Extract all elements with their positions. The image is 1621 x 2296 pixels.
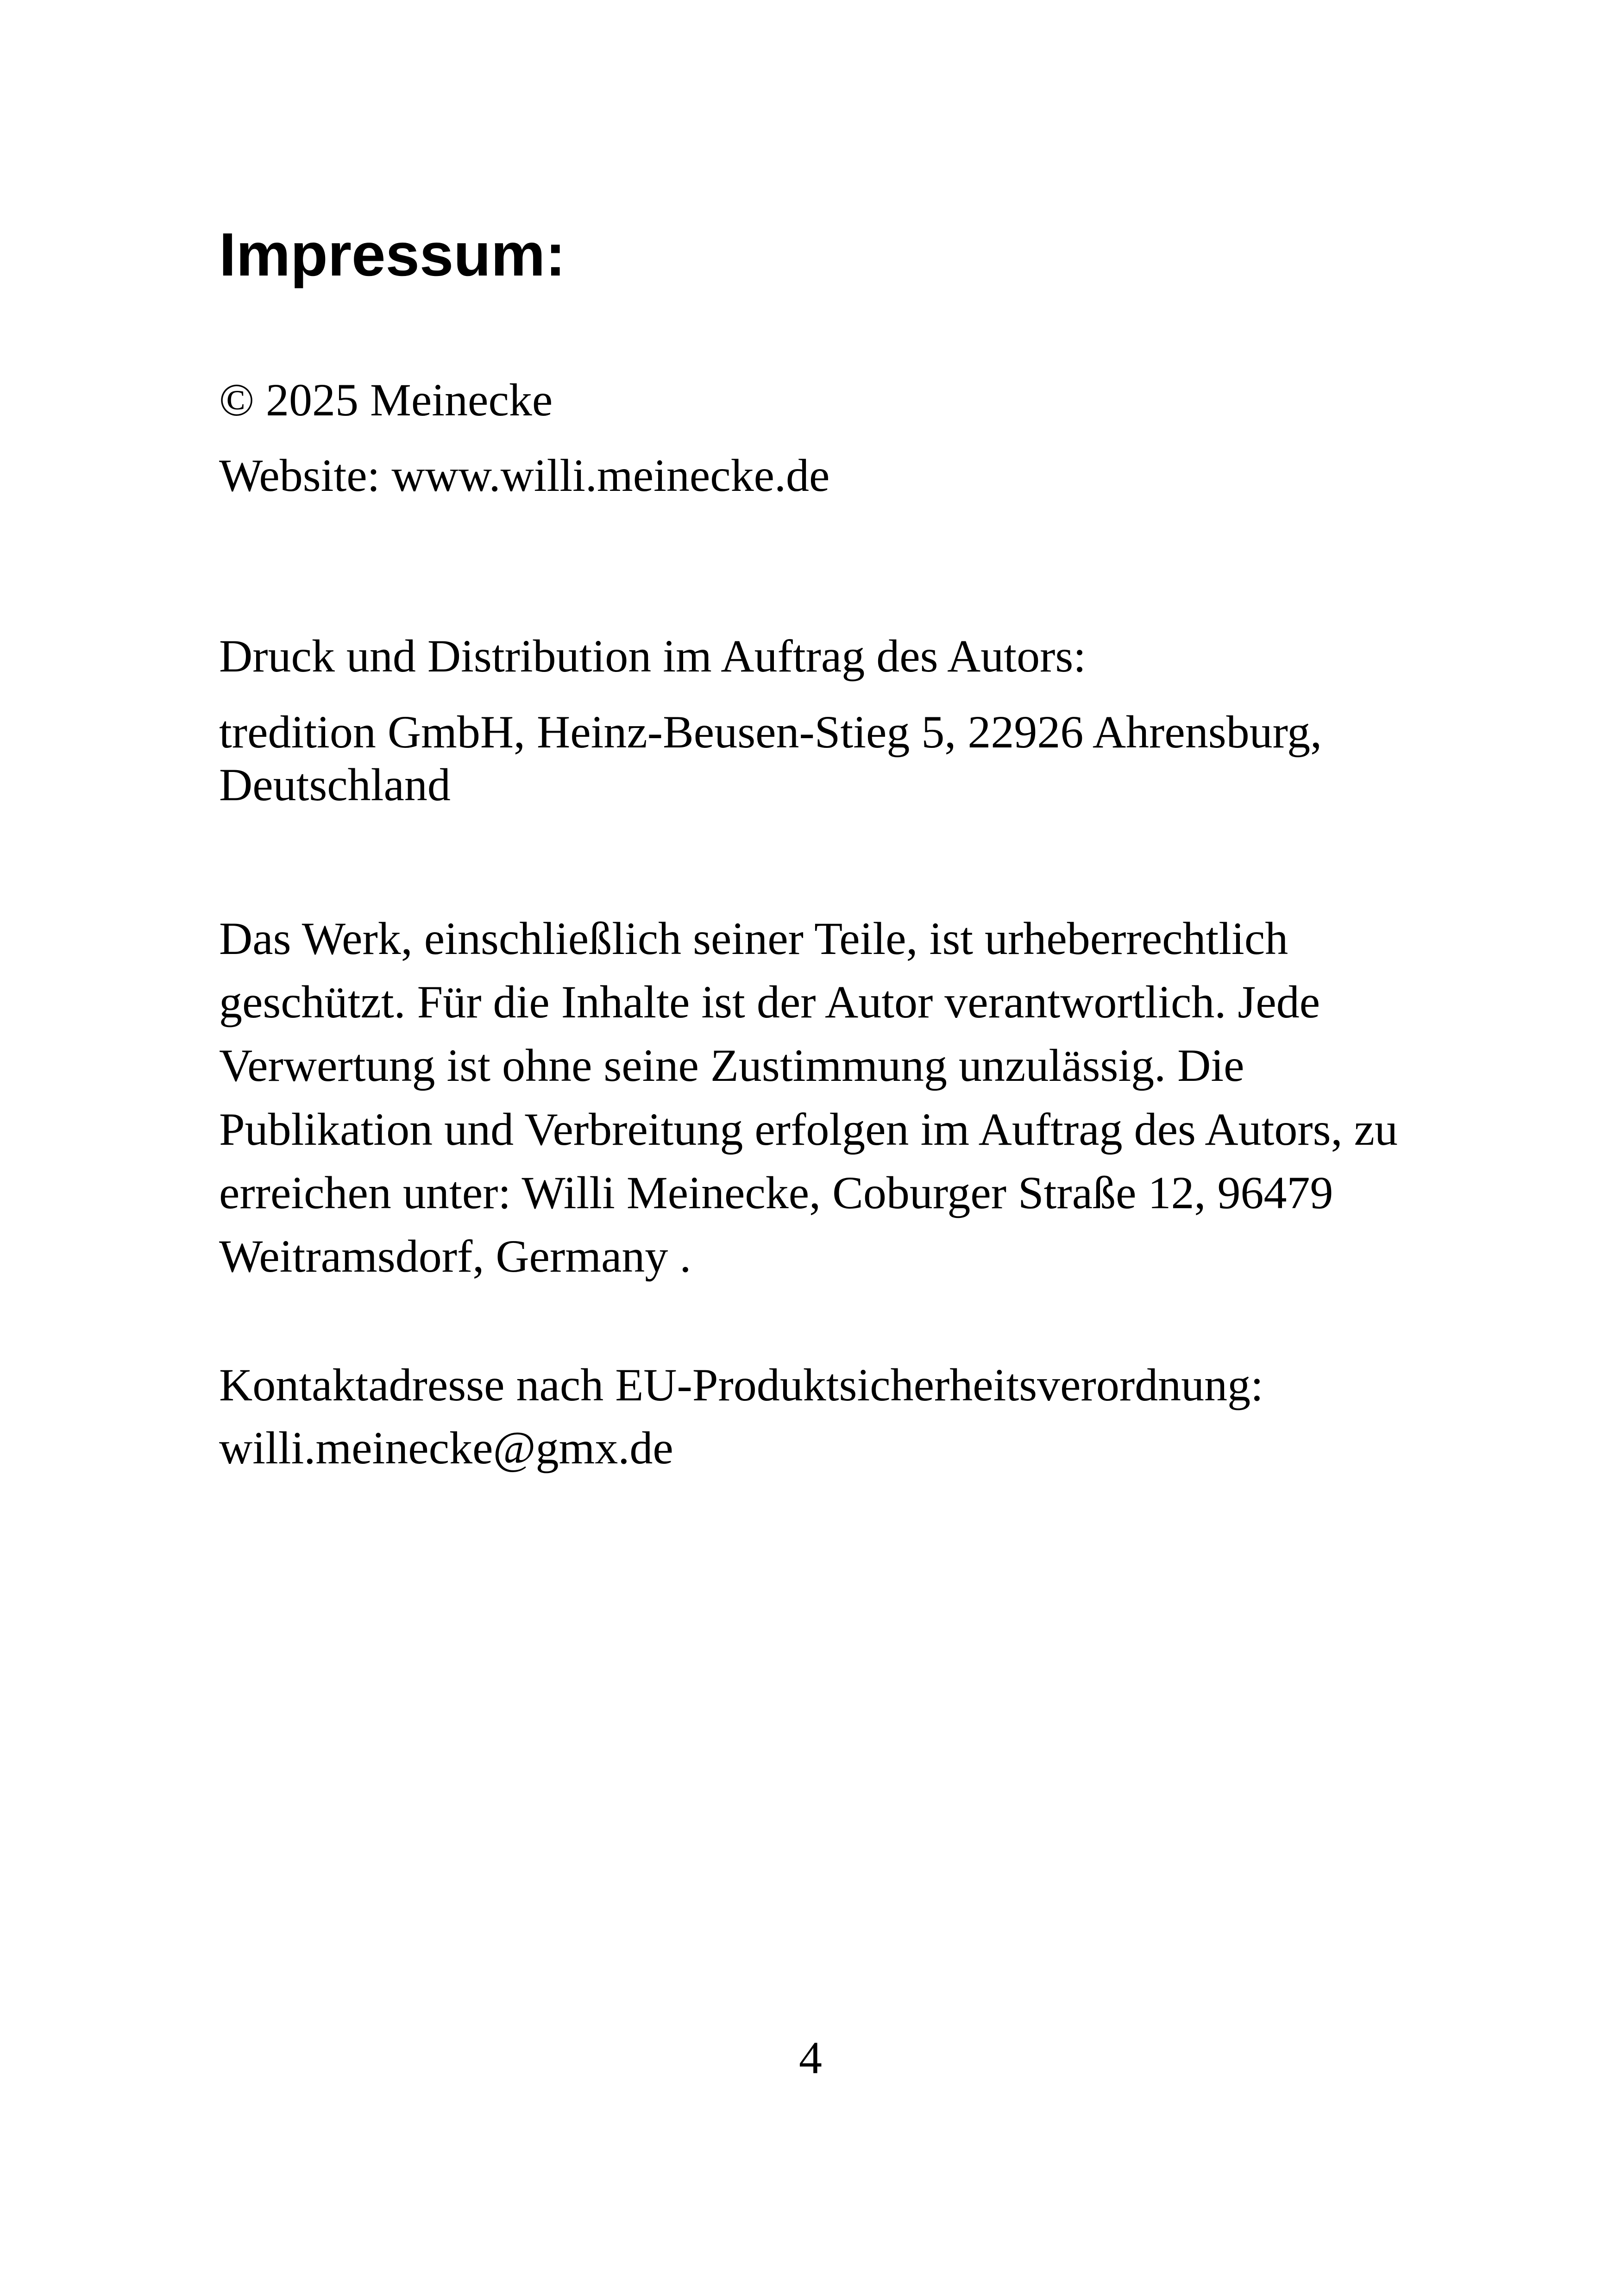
rights-line-2: geschützt. Für die Inhalte ist der Autor verantwortlich. Jede (219, 976, 1320, 1028)
copyright-line: © 2025 Meinecke (219, 374, 553, 426)
print-distribution-label: Druck und Distribution im Auftrag des Autors: (219, 630, 1087, 682)
website-line: Website: www.willi.meinecke.de (219, 450, 830, 501)
rights-line-1: Das Werk, einschließlich seiner Teile, ist urheberrechtlich (219, 913, 1288, 964)
rights-line-5: erreichen unter: Willi Meinecke, Coburger Straße 12, 96479 (219, 1167, 1333, 1218)
rights-line-6: Weitramsdorf, Germany . (219, 1230, 691, 1282)
contact-email: willi.meinecke@gmx.de (219, 1422, 673, 1474)
rights-line-3: Verwertung ist ohne seine Zustimmung unzulässig. Die (219, 1040, 1244, 1091)
page-number: 4 (799, 2032, 822, 2083)
printer-address-line-2: Deutschland (219, 759, 451, 810)
contact-label: Kontaktadresse nach EU-Produktsicherheitsverordnung: (219, 1359, 1263, 1411)
printer-address-line-1: tredition GmbH, Heinz-Beusen-Stieg 5, 22926 Ahrensburg, (219, 706, 1322, 758)
page-title: Impressum: (219, 220, 566, 289)
rights-line-4: Publikation und Verbreitung erfolgen im Auftrag des Autors, zu (219, 1104, 1398, 1155)
